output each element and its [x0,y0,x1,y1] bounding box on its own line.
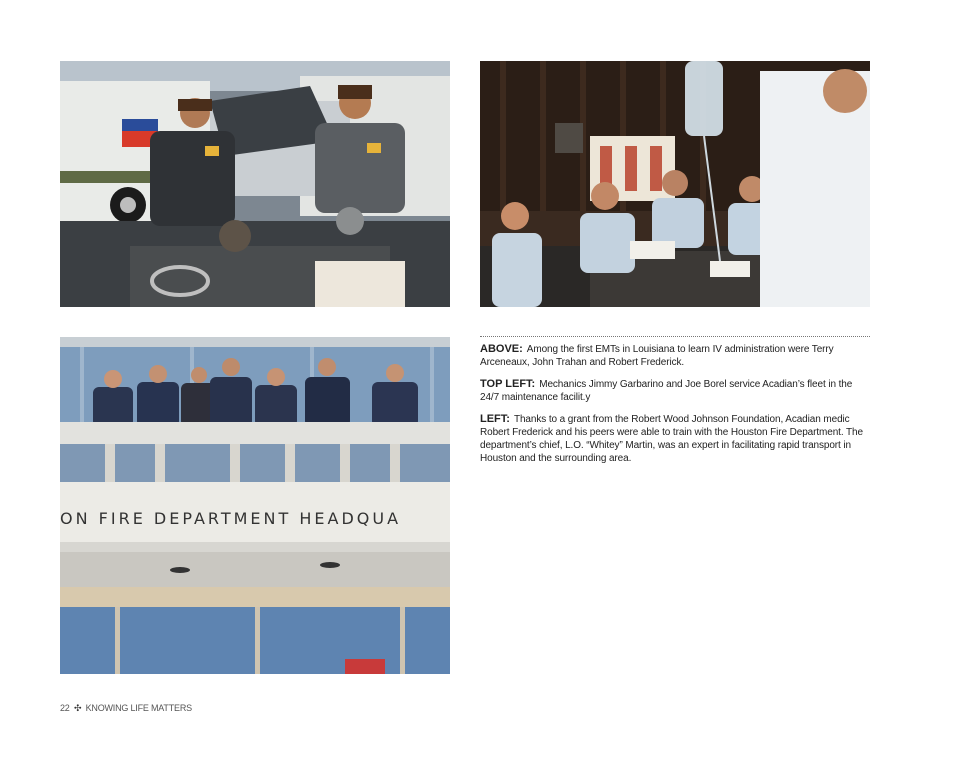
building-sign: ON FIRE DEPARTMENT HEADQUA [60,509,402,528]
caption-top-left [480,378,870,404]
cross-icon: ✣ [73,703,82,713]
photo-iv-training [480,61,870,307]
caption-lead: LEFT: [480,413,510,425]
captions [480,336,870,474]
caption-lead: TOP LEFT: [480,378,536,390]
page-footer [60,703,192,714]
book-title: KNOWING LIFE MATTERS [85,703,192,713]
caption-left [480,413,870,465]
caption-text: Mechanics Jimmy Garbarino and Joe Borel service Acadian’s fleet in the 24/7 maintenance facilit.y [480,379,853,403]
photo-fire-department [60,337,450,674]
page-number: 22 [60,703,70,713]
photo-mechanics [60,61,450,307]
caption-above [480,343,870,369]
caption-text: Thanks to a grant from the Robert Wood Johnson Foundation, Acadian medic Robert Frederick and his peers were able to train with the Houston Fire Department. The department’s chief, L.O. “Whitey” Martin, was an expert in facilitating rapid transport in Houston and the surrounding area. [480,414,863,464]
caption-text: Among the first EMTs in Louisiana to learn IV administration were Terry Arceneaux, John Trahan and Robert Frederick. [480,344,834,368]
caption-lead: ABOVE: [480,343,523,355]
